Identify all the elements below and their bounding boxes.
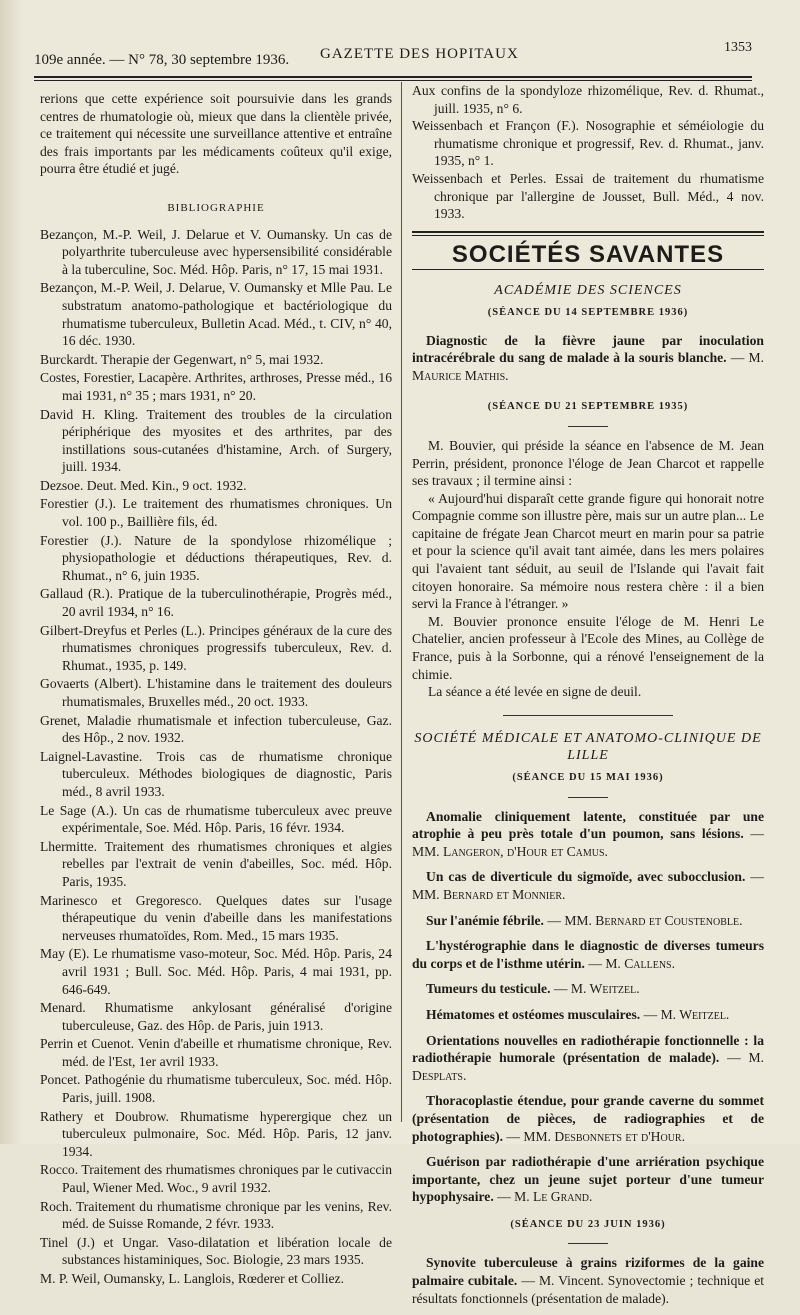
item-authors: — M. Maurice Mathis. (412, 350, 764, 383)
section-underline (412, 269, 764, 270)
bibliography-entry: Bezançon, M.-P. Weil, J. Delarue, V. Oumansky et Mlle Pau. Le substratum anatomo-pathologique et bactériologique du rhumatisme tuberculeux, Bulletin Acad. Méd., t. CIV, n° 40, 16 déc. 1930. (40, 280, 392, 349)
left-column (40, 82, 392, 1289)
bibliography-entry: Weissenbach et Françon (F.). Nosographie et séméiologie du rhumatisme chronique et progressif, Rev. d. Rhumat., janv. 1935, n° 1. (412, 118, 764, 169)
item-title: Tumeurs du testicule. (426, 981, 551, 997)
bibliography-entry: Marinesco et Gregoresco. Quelques dates sur l'usage thérapeutique du venin d'abeille dans les manifestations nerveuses rhumatoïdes, Rom. Med., 15 mars 1935. (40, 892, 392, 943)
short-rule (568, 1243, 608, 1244)
bibliography-heading: BIBLIOGRAPHIE (167, 201, 265, 214)
page-number: 1353 (724, 40, 752, 55)
issue-line: 109e année. — N° 78, 30 septembre 1936. (34, 52, 290, 68)
item-title: Orientations nouvelles en radiothérapie fonctionnelle : la radiothérapie humorale (présentation de malade). (412, 1032, 764, 1066)
intro-paragraph: rerions que cette expérience soit poursuivie dans les grands centres de rhumatologie où, mieux que dans la clientèle privée, ce traitement qui nécessite une surveillance attentive et entraîne des frais importants par les médicaments coûteux qu'il exige, pourra être étudié et jugé. (40, 91, 392, 177)
header-rule-thin (34, 80, 752, 81)
bibliography-entry: Menard. Rhumatisme ankylosant généralisé d'origine tuberculeuse, Gaz. des Hôp. de Paris, juin 1913. (40, 1000, 392, 1033)
short-rule (568, 797, 608, 798)
bibliography-entry: Forestier (J.). Le traitement des rhumatismes chroniques. Un vol. 100 p., Baillière fils, éd. (40, 496, 392, 530)
bibliography-entry: Bezançon, M.-P. Weil, J. Delarue et V. Oumansky. Un cas de polyarthrite tuberculeuse avec hypersensibilité considérable à la tuberculine, Soc. Méd. Hôp. Paris, n° 17, 15 mai 1931. (40, 226, 392, 277)
bibliography-entry: Le Sage (A.). Un cas de rhumatisme tuberculeux avec preuve expérimentale, Soe. Méd. Hôp. Paris, 16 févr. 1934. (40, 802, 392, 836)
bibliography-entry: Rathery et Doubrow. Rhumatisme hyperergique chez un tuberculeux pulmonaire, Soc. Méd. Hôp. Paris, 12 janv. 1934. (40, 1108, 392, 1159)
item-title: L'hystérographie dans le diagnostic de diverses tumeurs du corps et de l'isthme utérin. (412, 938, 764, 971)
bibliography-entry: Gallaud (R.). Pratique de la tuberculinothérapie, Progrès méd., 20 avril 1934, n° 16. (40, 586, 392, 620)
bibliography-entry: Poncet. Pathogénie du rhumatisme tuberculeux, Soc. méd. Hôp. Paris, juill. 1908. (40, 1072, 392, 1106)
bibliography-entry: Govaerts (Albert). L'histamine dans le traitement des douleurs rhumatismales, Bruxelles méd., 20 oct. 1933. (40, 676, 392, 709)
bibliography-list (40, 226, 392, 1288)
seance-date: (SÉANCE DU 23 JUIN 1936) (510, 1218, 666, 1230)
lille-item (412, 1032, 764, 1085)
item-title: Guérison par radiothérapie d'une arriération psychique importante, chez un jeune sujet porteur d'une tumeur hypophysaire. (412, 1154, 764, 1205)
item-title: Synovite tuberculeuse à grains riziformes de la gaine palmaire cubitale. (412, 1255, 764, 1289)
header-rule (34, 76, 752, 78)
page-edge-shadow (0, 0, 22, 1144)
bibliography-entry: Tinel (J.) et Ungar. Vaso-dilatation et libération locale de substances histaminiques, Soc. Biologie, 23 mars 1935. (40, 1234, 392, 1268)
academie-heading: ACADÉMIE DES SCIENCES (494, 283, 682, 299)
column-divider (401, 82, 402, 1122)
section-rule-thin (412, 235, 764, 236)
lille-item (412, 980, 764, 998)
lille-item (412, 868, 764, 903)
item-title: Diagnostic de la fièvre jaune par inoculation intracérébrale du sang de malade à la souris blanche. (412, 332, 764, 366)
academie-paragraph: M. Bouvier, qui préside la séance en l'absence de M. Jean Perrin, président, prononce l'éloge de Jean Charcot et rappelle ses travaux ; il termine ainsi : (412, 437, 764, 489)
lille-item (412, 937, 764, 972)
item-title: Hématomes et ostéomes musculaires. (426, 1006, 641, 1022)
bibliography-entry: Weissenbach et Perles. Essai de traitement du rhumatisme chronique par l'allergine de Jousset, Bull. Méd., 4 nov. 1933. (412, 170, 764, 222)
short-rule (568, 426, 608, 427)
bibliography-entry: Laignel-Lavastine. Trois cas de rhumatisme chronique tuberculeux. Méthodes biologiques de diagnostic, Paris méd., 8 avril 1933. (40, 748, 392, 799)
journal-title: GAZETTE DES HOPITAUX (320, 46, 519, 62)
item-authors: — M. Callens. (588, 955, 676, 971)
lille-item (412, 808, 764, 861)
section-rule (412, 231, 764, 233)
item-authors: — M. Weitzel. (553, 981, 640, 997)
bibliography-continued (412, 82, 764, 223)
lille-item (412, 1153, 764, 1206)
lille-item (412, 1006, 764, 1024)
academie-paragraph: M. Bouvier prononce ensuite l'éloge de M. Henri Le Chatelier, ancien professeur à l'Ecole des Mines, au Collège de France, puis à la Sorbonne, qui a rénové l'enseignement de la chimie. (412, 613, 764, 682)
item-authors: — M. Weitzel. (643, 1006, 730, 1022)
bibliography-entry: Roch. Traitement du rhumatisme chronique par les venins, Rev. méd. de Suisse Romande, 2 févr. 1933. (40, 1198, 392, 1232)
bibliography-entry: Perrin et Cuenot. Venin d'abeille et rhumatisme chronique, Rev. méd. de l'Est, 1er avril 1933. (40, 1036, 392, 1069)
bibliography-entry: Burckardt. Therapie der Gegenwart, n° 5, mai 1932. (40, 351, 324, 367)
seance-date: (SÉANCE DU 14 SEPTEMBRE 1936) (487, 306, 689, 318)
bibliography-entry: Dezsoe. Deut. Med. Kin., 9 oct. 1932. (40, 477, 247, 493)
academie-quote: « Aujourd'hui disparaît cette grande figure qui honorait notre Compagnie comme son illustre père, mais sur un autre plan... Le capitaine de frégate Jean Charcot meurt en marin pour sa patrie et pour la science qu'il avait tant aimée, dans les mers polaires qui l'avaient tant séduit, au seuil de l'Islande qui l'avait fait citoyen honoraire. Sa mémoire nous restera chère : il a bien servi la France à l'étranger. » (412, 490, 764, 612)
bibliography-entry: Rocco. Traitement des rhumatismes chroniques par le cutivaccin Paul, Wiener Med. Woc., 9 avril 1932. (40, 1162, 392, 1196)
lille-item (412, 1254, 764, 1307)
divider-rule (503, 715, 673, 716)
item-authors: — M. Desplats. (412, 1050, 765, 1083)
item-title: Un cas de diverticule du sigmoïde, avec subocclusion. (426, 869, 746, 885)
seance-date: (SÉANCE DU 21 SEPTEMBRE 1935) (487, 401, 689, 413)
item-authors: — MM. Desbonnets et d'Hour. (506, 1128, 685, 1144)
bibliography-entry: Aux confins de la spondyloze rhizomélique, Rev. d. Rhumat., juill. 1935, n° 6. (412, 83, 764, 116)
section-title: SOCIÉTÉS SAVANTES (451, 240, 725, 268)
bibliography-entry: M. P. Weil, Oumansky, L. Langlois, Rœderer et Colliez. (40, 1271, 344, 1286)
item-authors: — MM. Bernard et Coustenoble. (547, 912, 743, 928)
item-title: Thoracoplastie étendue, pour grande caverne du sommet (présentation de pièces, de radiographies et de photographies). (412, 1093, 764, 1144)
bibliography-entry: David H. Kling. Traitement des troubles de la circulation périphérique des myosites et des arthrites, par des instillations sous-cutanées d'histamine, Arch. of Surgery, juill. 1934. (40, 406, 392, 475)
lille-heading: SOCIÉTÉ MÉDICALE ET ANATOMO-CLINIQUE DE LILLE (414, 730, 762, 764)
academie-item (412, 332, 764, 385)
bibliography-entry: Grenet, Maladie rhumatismale et infection tuberculeuse, Gaz. des Hôp., 2 nov. 1932. (40, 712, 392, 746)
item-authors: — MM. Bernard et Monnier. (412, 869, 764, 902)
lille-items (412, 808, 764, 1206)
bibliography-entry: Lhermitte. Traitement des rhumatismes chroniques et algies rebelles par l'extrait de venin d'abeilles, Soc. méd. Hôp. Paris, 1935. (40, 838, 392, 889)
bibliography-entry: May (E). Le rhumatisme vaso-moteur, Soc. Méd. Hôp. Paris, 24 avril 1931 ; Bull. Soc. Méd. Hôp. Paris, 4 mai 1931, pp. 646-649. (40, 946, 392, 997)
item-authors: — M. Vincent. Synovectomie ; technique et résultats fonctionnels (présentation de malade). (412, 1273, 765, 1306)
bibliography-entry: Gilbert-Dreyfus et Perles (L.). Principes généraux de la cure des rhumatismes chroniques progressifs tuberculeux, Rev. d. Rhumat., 1935, p. 149. (40, 622, 392, 673)
bibliography-entry: Costes, Forestier, Lacapère. Arthrites, arthroses, Presse méd., 16 mai 1931, n° 35 ; mars 1931, n° 20. (40, 370, 392, 403)
lille-item (412, 1092, 764, 1145)
bibliography-entry: Forestier (J.). Nature de la spondylose rhizomélique ; physiopathologie et déductions thérapeutiques, Rev. d. Rhumat., n° 6, juin 1935. (40, 532, 392, 583)
lille-item (412, 912, 764, 930)
item-title: Sur l'anémie fébrile. (426, 912, 544, 928)
item-authors: — MM. Langeron, d'Hour et Camus. (412, 826, 765, 859)
right-column (412, 82, 764, 1315)
page-header (34, 40, 752, 74)
item-authors: — M. Le Grand. (497, 1189, 593, 1205)
academie-paragraph: La séance a été levée en signe de deuil. (428, 684, 642, 700)
item-title: Anomalie cliniquement latente, constituée par une atrophie à peu près totale d'un poumon, sans lésions. (412, 808, 764, 842)
seance-date: (SÉANCE DU 15 MAI 1936) (512, 772, 664, 783)
